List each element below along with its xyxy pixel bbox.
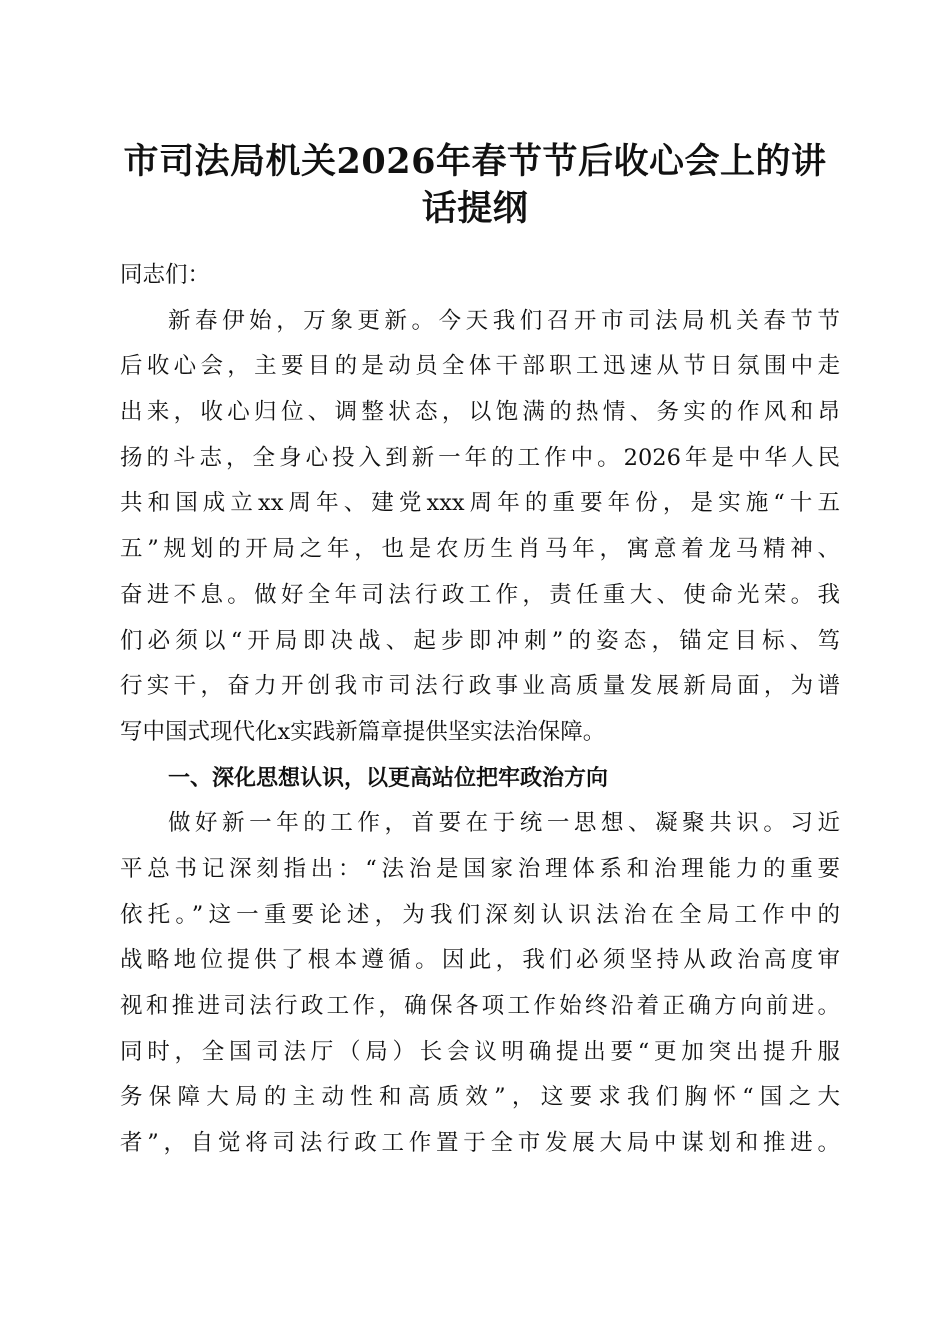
paragraph-line: 同时，全国司法厅（局）长会议明确提出要“更加突出提升服 (120, 1038, 840, 1065)
paragraph-line: 扬的斗志，全身心投入到新一年的工作中。2026年是中华人民 (120, 444, 840, 471)
paragraph-line: 依托。”这一重要论述，为我们深刻认识法治在全局工作中的 (120, 901, 840, 928)
paragraph-line: 五”规划的开局之年，也是农历生肖马年，寓意着龙马精神、 (120, 536, 840, 563)
paragraph-line: 视和推进司法行政工作，确保各项工作始终沿着正确方向前进。 (120, 993, 840, 1019)
document-title (110, 138, 840, 232)
paragraph-line: 行实干，奋力开创我市司法行政事业高质量发展新局面，为谱 (120, 673, 840, 700)
paragraph-line: 新春伊始，万象更新。今天我们召开市司法局机关春节节 (168, 307, 840, 334)
paragraph-line: 务保障大局的主动性和高质效”，这要求我们胸怀“国之大 (120, 1084, 840, 1111)
title-line-1: 市司法局机关2026年春节节后收心会上的讲 (123, 141, 827, 182)
paragraph-line: 出来，收心归位、调整状态，以饱满的热情、务实的作风和昂 (120, 399, 840, 426)
document-body (120, 253, 840, 1167)
paragraph-line: 们必须以“开局即决战、起步即冲刺”的姿态，锚定目标、笃 (120, 627, 840, 654)
paragraph-line: 做好新一年的工作，首要在于统一思想、凝聚共识。习近 (168, 810, 840, 837)
salutation: 同志们： (120, 262, 211, 288)
paragraph-line: 平总书记深刻指出：“法治是国家治理体系和治理能力的重要 (120, 855, 840, 882)
paragraph-line: 战略地位提供了根本遵循。因此，我们必须坚持从政治高度审 (120, 947, 840, 974)
paragraph-line: 者”，自觉将司法行政工作置于全市发展大局中谋划和推进。 (120, 1130, 840, 1157)
paragraph-line: 奋进不息。做好全年司法行政工作，责任重大、使命光荣。我 (120, 581, 840, 608)
title-line-2: 话提纲 (421, 188, 529, 229)
paragraph-line: 后收心会，主要目的是动员全体干部职工迅速从节日氛围中走 (120, 353, 840, 380)
paragraph-2 (120, 801, 840, 1167)
paragraph-1 (120, 299, 840, 756)
section-heading-1: 一、深化思想认识，以更高站位把牢政治方向 (168, 765, 609, 791)
paragraph-line: 共和国成立xx周年、建党xxx周年的重要年份，是实施“十五 (120, 490, 840, 517)
paragraph-line: 写中国式现代化x实践新篇章提供坚实法治保障。 (120, 718, 606, 745)
